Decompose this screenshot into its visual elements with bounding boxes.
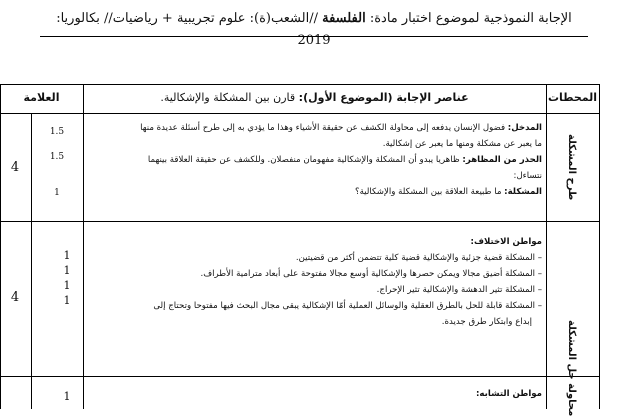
problem-label: المشكلة:	[504, 187, 542, 197]
header-row-border	[0, 113, 600, 114]
grade-inner-border	[31, 113, 32, 409]
similarities-title: مواطن التشابه:	[475, 389, 542, 399]
answer-header-bold: عناصر الإجابة (الموضوع الأول):	[298, 91, 469, 104]
section2-grade-2: 1	[63, 264, 71, 277]
section1-stage-label: طرح المشكلة	[566, 134, 577, 201]
difference-item: – المشكلة قضية جزئية والإشكالية قضية كلية تتضمن أكثر من قضيتين.	[295, 253, 542, 263]
grade-column-header: العلامة	[23, 91, 60, 104]
section2-grade-1: 1	[63, 249, 71, 262]
section2-grade-4: 1	[63, 294, 71, 307]
notes-column-header: المحطات	[547, 91, 598, 104]
notes-column-border	[546, 84, 547, 409]
section1-total-grade: 4	[10, 160, 20, 175]
section1-grade-1: 1.5	[49, 127, 65, 137]
section2-total-grade: 4	[10, 290, 20, 305]
answer-column-header	[83, 91, 546, 104]
differences-list	[88, 250, 542, 330]
differences-title: مواطن الاختلاف:	[470, 237, 542, 247]
section1-answer	[88, 120, 542, 200]
section2-bottom-border	[0, 376, 600, 377]
header-rule	[40, 36, 588, 37]
section2-answer	[88, 234, 542, 330]
section3-grade-1: 1	[63, 390, 71, 403]
table-top-border	[0, 84, 600, 85]
section2-grade-3: 1	[63, 279, 71, 292]
page-header	[40, 8, 588, 48]
header-subject: الفلسفة	[322, 11, 366, 26]
problem-text: ما طبيعة العلاقة بين المشكلة والإشكالية؟	[355, 187, 505, 197]
section2-stage-label: محاولة حل المشكلة	[566, 320, 577, 416]
header-prefix: الإجابة النموذجية لموضوع اختبار مادة:	[365, 11, 572, 26]
difference-item: – المشكلة تثير الدهشة والإشكالية تثير الإحراج.	[376, 285, 542, 295]
answer-table	[0, 84, 626, 416]
grade-column-border	[83, 84, 84, 409]
caution-label: الحذر من المظاهر:	[462, 155, 542, 165]
caution-line	[88, 152, 542, 168]
caution-text: ظاهريا يبدو أن المشكلة والإشكالية مفهومان منفصلان. وللكشف عن حقيقة العلاقة بينهما	[147, 155, 463, 165]
difference-item: – المشكلة قابلة للحل بالطرق العقلية والوسائل العملية أمّا الإشكالية يبقى مجال البحث فيها مفتوحا وتحتاج إلى	[153, 301, 542, 311]
section1-bottom-border	[0, 221, 600, 222]
intro-line	[88, 120, 542, 136]
header-suffix: //الشعب(ة): علوم تجريبية + رياضيات// بكالوريا: 2019	[56, 11, 331, 48]
intro-line-2: ما يعبر عن مشكلة ومنها ما يعبر عن إشكالية.	[382, 139, 542, 149]
table-right-border	[599, 84, 600, 409]
section1-grade-2: 1.5	[49, 152, 65, 162]
problem-line	[88, 184, 542, 200]
caution-line-2: نتساءل:	[513, 171, 542, 181]
intro-text: فضول الإنسان يدفعه إلى محاولة الكشف عن حقيقة الأشياء وهذا ما يؤدي به إلى طرح أسئلة عديدة منها	[140, 123, 508, 133]
difference-item-continued: إبداع وابتكار طرق جديدة.	[441, 317, 532, 327]
difference-item: – المشكلة أضيق مجالا ويمكن حصرها والإشكالية أوسع مجالا مفتوحة على أبعاد مترامية الأطراف.	[200, 269, 542, 279]
table-left-border	[0, 84, 1, 409]
answer-header-question: قارن بين المشكلة والإشكالية.	[160, 91, 299, 104]
section1-grade-3: 1	[54, 188, 60, 198]
intro-label: المدخل:	[507, 123, 542, 133]
